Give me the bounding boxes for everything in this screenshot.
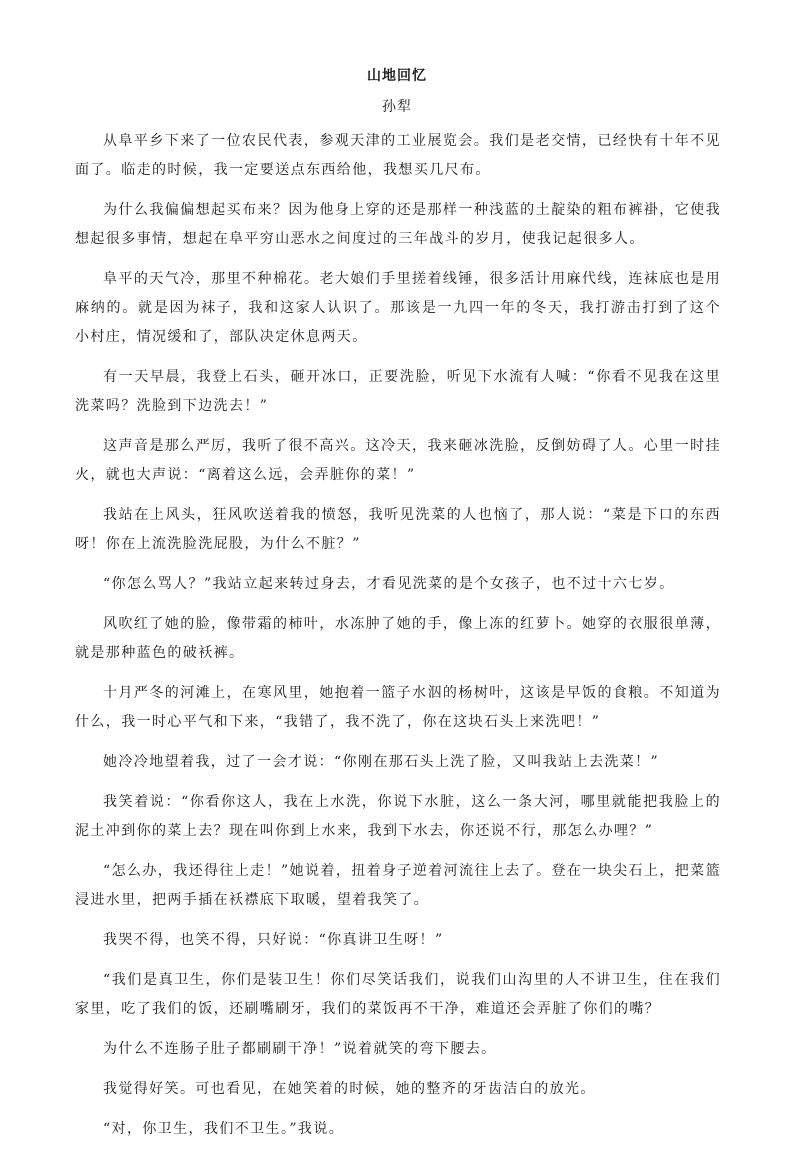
paragraph: “我们是真卫生，你们是装卫生！你们尽笑话我们，说我们山沟里的人不讲卫生，住在我们家里，吃了我们的饭，还刷嘴刷牙，我们的菜饭再不干净，难道还会弄脏了你们的嘴？ xyxy=(75,972,721,1017)
paragraph: 她冷冷地望着我，过了一会才说：“你刚在那石头上洗了脸，又叫我站上去洗菜！” xyxy=(103,754,660,770)
paragraph: 我哭不得，也笑不得，只好说：“你真讲卫生呀！” xyxy=(103,932,444,948)
paragraph: 为什么我偏偏想起买布来？因为他身上穿的还是那样一种浅蓝的土靛染的粗布裤褂，它使我想起很多事情，想起在阜平穷山恶水之间度过的三年战斗的岁月，使我记起很多人。 xyxy=(75,202,721,247)
paragraph: “对，你卫生，我们不卫生。”我说。 xyxy=(103,1121,345,1137)
paragraph: 这声音是那么严厉，我听了很不高兴。这冷天，我来砸冰洗脸，反倒妨碍了人。心里一时挂火，就也大声说：“离着这么远，会弄脏你的菜！” xyxy=(75,438,721,483)
paragraph: 阜平的天气冷，那里不种棉花。老大娘们手里搓着线锤，很多活计用麻代线，连袜底也是用麻纳的。就是因为袜子，我和这家人认识了。那该是一九四一年的冬天，我打游击打到了这个小村庄，情况缓和了，部队决定休息两天。 xyxy=(75,271,721,345)
paragraph: “你怎么骂人？”我站立起来转过身去，才看见洗菜的是个女孩子，也不过十六七岁。 xyxy=(103,576,675,592)
paragraph: “怎么办，我还得往上走！”她说着，扭着身子逆着河流往上去了。登在一块尖石上，把菜篮浸进水里，把两手插在袄襟底下取暖，望着我笑了。 xyxy=(75,863,721,908)
article-body xyxy=(75,127,721,1155)
paragraph: 风吹红了她的脸，像带霜的柿叶，水冻肿了她的手，像上冻的红萝卜。她穿的衣服很单薄，就是那种蓝色的破袄裤。 xyxy=(75,616,721,661)
paragraph: 为什么不连肠子肚子都刷刷干净！”说着就笑的弯下腰去。 xyxy=(103,1041,497,1057)
paragraph: 有一天早晨，我登上石头，砸开冰口，正要洗脸，听见下水流有人喊：“你看不见我在这里洗菜吗？洗脸到下边洗去！” xyxy=(75,369,721,414)
paragraph: 我站在上风头，狂风吹送着我的愤怒，我听见洗菜的人也恼了，那人说：“菜是下口的东西呀！你在上流洗脸洗屁股，为什么不脏？” xyxy=(75,507,721,552)
document-title: 山地回忆 xyxy=(367,68,427,84)
author-name: 孙犁 xyxy=(382,99,412,115)
paragraph: 十月严冬的河滩上，在寒风里，她抱着一篮子水泅的杨树叶，这该是早饭的食粮。不知道为什么，我一时心平气和下来，“我错了，我不洗了，你在这块石头上来洗吧！” xyxy=(75,685,721,730)
paragraph: 我觉得好笑。可也看见，在她笑着的时候，她的整齐的牙齿洁白的放光。 xyxy=(103,1081,596,1097)
paragraph: 我笑着说：“你看你这人，我在上水洗，你说下水脏，这么一条大河，哪里就能把我脸上的泥土冲到你的菜上去？现在叫你到上水来，我到下水去，你还说不行，那怎么办哩？” xyxy=(75,794,721,839)
paragraph: 从阜平乡下来了一位农民代表，参观天津的工业展览会。我们是老交情，已经快有十年不见面了。临走的时候，我一定要送点东西给他，我想买几尺布。 xyxy=(75,133,721,178)
